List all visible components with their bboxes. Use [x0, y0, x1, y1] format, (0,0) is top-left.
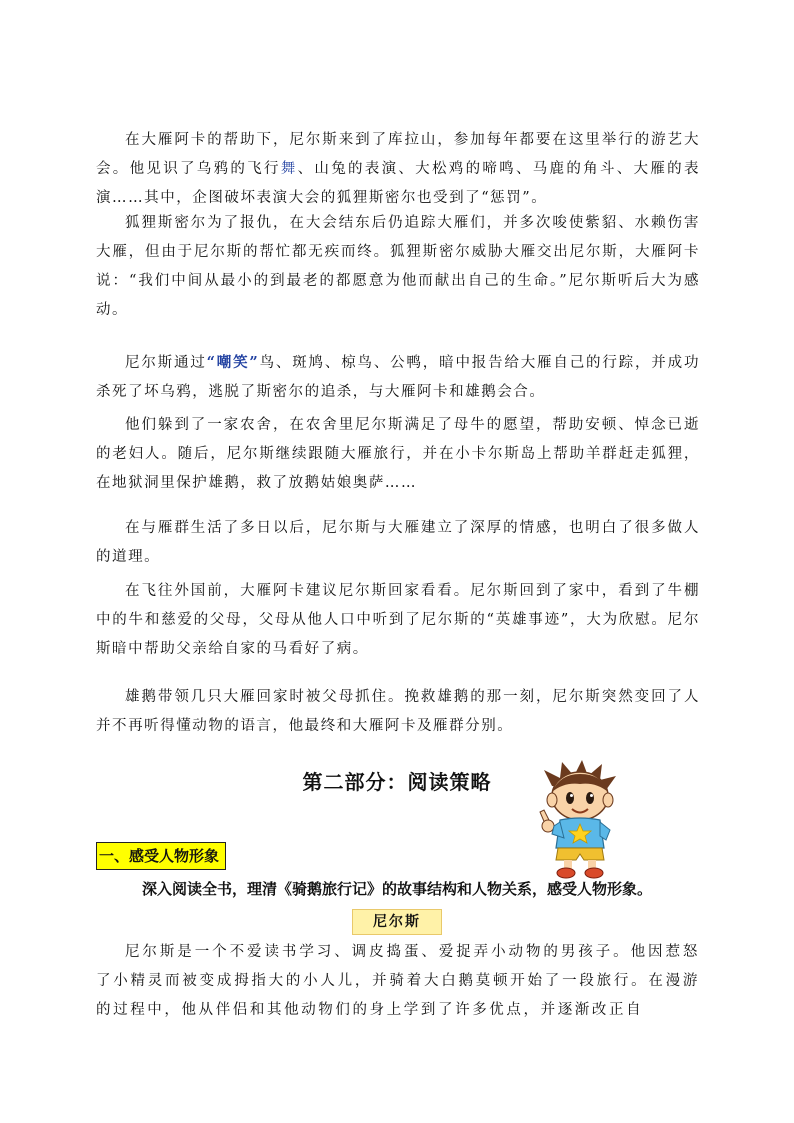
text-span: 、山兔的表演、大松鸡的啼鸣、马鹿的角斗、大雁的表演……其中，企图破坏表演大会的狐狸斯密尔也受到了“惩罚”。 [96, 161, 700, 206]
lead-sentence: 深入阅读全书，理清《骑鹅旅行记》的故事结构和人物关系，感受人物形象。 [141, 880, 652, 898]
paragraph-3 [96, 348, 700, 407]
text-span: 鸟、斑鸠、椋鸟、公鸭，暗中报告给大雁自己的行踪，并成功杀死了坏乌鸦，逃脱了斯密尔的追杀，与大雁阿卡和雄鹅会合。 [96, 355, 700, 400]
character-name-tag: 尼尔斯 [352, 909, 442, 935]
highlight-span: 舞 [280, 161, 298, 177]
part-title: 第二部分：阅读策略 [302, 770, 492, 794]
text-span: 雄鹅带领几只大雁回家时被父母抓住。挽救雄鹅的那一刻，尼尔斯突然变回了人并不再听得懂动物的语言，他最终和大雁阿卡及雁群分别。 [96, 689, 700, 734]
cartoon-boy-illustration [530, 756, 626, 880]
paragraph-1 [96, 126, 700, 213]
text-span: 他们躲到了一家农舍，在农舍里尼尔斯满足了母牛的愿望，帮助安顿、悼念已逝的老妇人。随后，尼尔斯继续跟随大雁旅行，并在小卡尔斯岛上帮助羊群赶走狐狸，在地狱洞里保护雄鹅，救了放鹅姑娘奥萨…… [96, 417, 700, 491]
text-span: 在与雁群生活了多日以后，尼尔斯与大雁建立了深厚的情感，也明白了很多做人的道理。 [96, 520, 700, 565]
text-span: 在大雁阿卡的帮助下，尼尔斯来到了库拉山，参加每年都要在这里举行的游艺大会。他见识了乌鸦的飞行 [96, 132, 700, 177]
text-span: 在飞往外国前，大雁阿卡建议尼尔斯回家看看。尼尔斯回到了家中，看到了牛棚中的牛和慈爱的父母，父母从他人口中听到了尼尔斯的“英雄事迹”，大为欣慰。尼尔斯暗中帮助父亲给自家的马看好了病。 [96, 583, 700, 657]
paragraph-7 [96, 683, 700, 741]
text-span: 狐狸斯密尔为了报仇，在大会结东后仍追踪大雁们，并多次唆使紫貂、水赖伤害大雁，但由于尼尔斯的帮忙都无疾而终。狐狸斯密尔威胁大雁交出尼尔斯，大雁阿卡说：“我们中间从最小的到最老的都愿意为他而献出自己的生命。”尼尔斯听后大为感动。 [96, 215, 700, 318]
section-heading: 一、感受人物形象 [96, 842, 226, 870]
paragraph-6 [96, 577, 700, 664]
highlight-span: “嘲笑” [206, 354, 260, 371]
paragraph-5 [96, 514, 700, 572]
paragraph-4 [96, 411, 700, 498]
text-span: 尼尔斯通过 [125, 355, 207, 371]
character-description: 尼尔斯是一个不爱读书学习、调皮捣蛋、爱捉弄小动物的男孩子。他因惹怒了小精灵而被变成拇指大的小人儿，并骑着大白鹅莫顿开始了一段旅行。在漫游的过程中，他从伴侣和其他动物们的身上学到了许多优点，并逐渐改正自 [96, 944, 700, 1018]
paragraph-2 [96, 209, 700, 325]
